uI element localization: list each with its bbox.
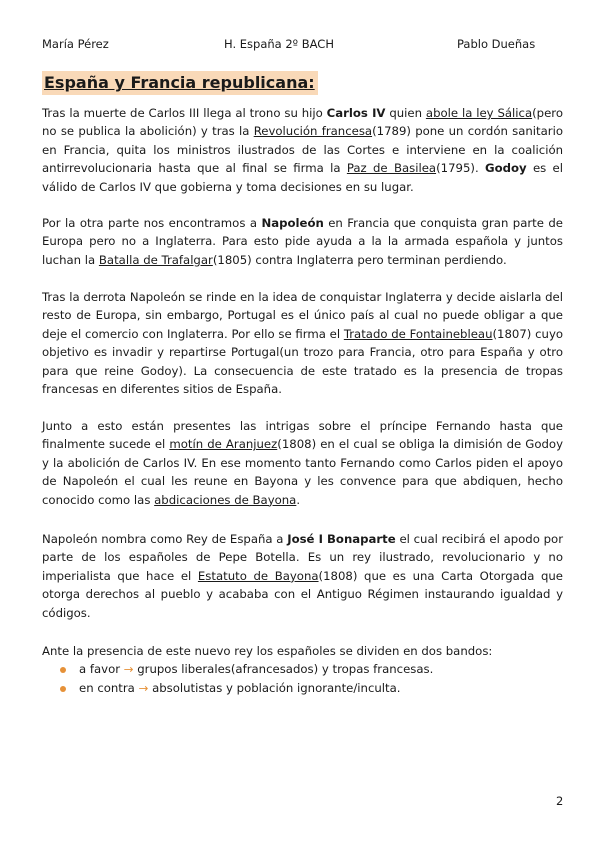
p4-underline-aranjuez: motín de Aranjuez [169, 437, 278, 452]
p1-underline-paz-basilea: Paz de Basilea [346, 161, 437, 176]
p3-text-c: (1807) cuyo objetivo es invadir y repartirse Portugal(un trozo para Francia, otro para España y otro para que reine Godoy). La consecuencia de este tratado es la presencia de tropas francesas en diferentes sitios de España. [42, 326, 564, 397]
header-subject: H. España 2º BACH [224, 37, 334, 51]
p4-underline-abdicaciones: abdicaciones de Bayona [154, 492, 297, 507]
p4-text-e: . [296, 492, 301, 507]
p1-text-a: Tras la muerte de Carlos III llega al trono su hijo [42, 106, 327, 120]
p2-bold-napoleon: Napoleón [261, 216, 324, 230]
p1-bold-carlos-iv: Carlos IV [326, 106, 386, 120]
p1-text-g: (1789) pone un cordón sanitario en Francia, quita los ministros ilustrados de las Cortes e interviene en la coalición antirrevolucionaria hasta que al final se firma la [42, 124, 564, 176]
bullet-dot-icon [60, 667, 66, 673]
p1-underline-ley-salica: abole la ley Sálica [425, 106, 533, 120]
p5-bold-jose: José I Bonaparte [287, 532, 396, 546]
p5-text-a: Napoleón nombra como Rey de España a [42, 532, 288, 546]
p2-text-c: en Francia que conquista gran parte de Europa pero no a Inglaterra. Para esto pide ayuda a la la armada española y juntos luchan la [42, 216, 563, 267]
p4-text-c: (1808) en el cual se obliga la dimisión de Godoy y la abolición de Carlos IV. En ese momento tanto Fernando como Carlos piden el apoyo de Napoleón el cual les reune en Bayona y les convence para que abdiquen, hecho conocido como las [42, 437, 563, 507]
p5-text-c: el cual recibirá el apodo por parte de los españoles de Pepe Botella. Es un rey ilustrado, revolucionario y no imperialista que hace el [42, 532, 563, 583]
arrow-right-icon: → [138, 681, 149, 695]
bullet-lead: a favor [79, 662, 124, 676]
p3-underline-fontainebleau: Tratado de Fontainebleau [343, 326, 493, 341]
arrow-right-icon: → [123, 662, 134, 676]
paragraph-napoleon [42, 214, 563, 269]
paragraph-jose-bonaparte [42, 530, 563, 622]
p1-text-k: es el válido de Carlos IV que gobierna y toma decisiones en su lugar. [42, 161, 563, 194]
paragraph-carlos-iv [42, 104, 563, 196]
bandos-list [60, 660, 433, 698]
p5-text-e: (1808) que es una Carta Otorgada que otorga derechos al pueblo y acababa con el Antiguo Régimen instaurando igualdad y códigos. [42, 568, 563, 620]
p1-text-i: (1795). [436, 161, 485, 176]
p3-text-a: Tras la derrota Napoleón se rinde en la idea de conquistar Inglaterra y decide aislarla del resto de Europa, sin embargo, Portugal es el único país al cual no puede obligar a que deje el comercio con Inglaterra. Por ello se firma el [42, 290, 563, 341]
list-item [60, 679, 433, 698]
bullet-lead: en contra [79, 681, 139, 695]
p2-underline-trafalgar: Batalla de Trafalgar [98, 252, 213, 267]
bullet-text: absolutistas y población ignorante/inculta. [148, 681, 401, 695]
paragraph-fontainebleau [42, 288, 563, 398]
bullet-text: grupos liberales(afrancesados) y tropas francesas. [133, 662, 434, 676]
bullet-dot-icon [60, 686, 66, 692]
p5-underline-estatuto: Estatuto de Bayona [197, 568, 319, 583]
header-author-right: Pablo Dueñas [457, 37, 536, 51]
title-block [42, 71, 318, 95]
paragraph-aranjuez [42, 417, 563, 509]
p4-text-a: Junto a esto están presentes las intrigas sobre el príncipe Fernando hasta que finalmente sucede el [42, 419, 563, 452]
p1-text-c: quien [385, 106, 426, 120]
bandos-intro: Ante la presencia de este nuevo rey los españoles se dividen en dos bandos: [42, 644, 493, 658]
page-number: 2 [556, 794, 564, 808]
page-title: España y Francia republicana: [42, 71, 318, 95]
p2-text-a: Por la otra parte nos encontramos a [42, 216, 262, 230]
p1-bold-godoy: Godoy [484, 161, 527, 176]
p1-underline-revolucion: Revolución francesa [253, 124, 373, 139]
p1-text-e: (pero no se publica la abolición) y tras la [42, 106, 563, 139]
p2-text-e: (1805) contra Inglaterra pero terminan perdiendo. [212, 252, 507, 267]
list-item [60, 660, 433, 679]
header-author-left: María Pérez [42, 37, 109, 51]
